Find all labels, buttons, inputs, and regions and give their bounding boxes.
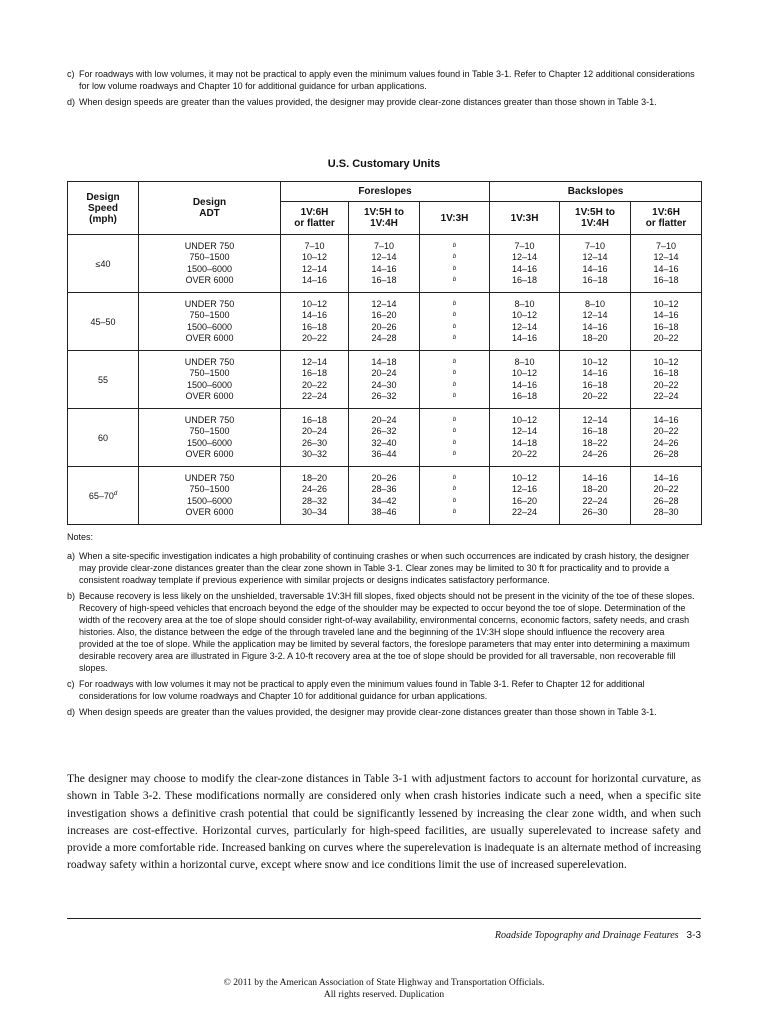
header-text: 1V:4H (370, 218, 398, 229)
clear-zone-value: 10–12 (512, 310, 538, 320)
clear-zone-value: 28–36 (371, 484, 397, 494)
clear-zone-value: 14–16 (582, 321, 608, 332)
header-design-adt (139, 182, 281, 235)
footnote-mark: b (452, 254, 457, 260)
clear-zone-value: 20–26 (371, 321, 397, 332)
clear-zone-value: 36–44 (371, 449, 397, 459)
clear-zone-value: 18–20 (301, 472, 328, 483)
adt-cell (139, 235, 281, 293)
clear-zone-value: 7–10 (514, 240, 535, 251)
footnote-mark: b (452, 335, 457, 341)
header-fore-1v6h (281, 202, 349, 235)
clear-zone-value: 20–24 (371, 368, 397, 378)
footnote-mark: b (452, 277, 457, 283)
clear-zone-value: 14–18 (371, 356, 397, 367)
clear-zone-value: 24–26 (653, 437, 679, 448)
note-label: b) (67, 591, 76, 601)
clear-zone-value: 38–46 (371, 507, 397, 517)
footnote-mark: b (452, 416, 457, 423)
clear-zone-value: 16–18 (653, 368, 679, 378)
footnote-mark: b (452, 428, 457, 434)
copyright-line-1: © 2011 by the American Association of State Highway and Transportation Officials. (223, 978, 545, 988)
running-title: Roadside Topography and Drainage Features (494, 930, 679, 941)
fore-1v3h-cell (420, 293, 490, 351)
adt-cell (139, 409, 281, 467)
clear-zone-value: 16–18 (512, 275, 538, 285)
header-design-speed (68, 182, 139, 235)
clear-zone-value: 30–34 (301, 507, 328, 517)
clear-zone-value: 14–16 (653, 310, 679, 320)
fore-1v6h-cell (281, 409, 349, 467)
clear-zone-value: 16–18 (371, 275, 397, 285)
header-fore-1v5h (349, 202, 420, 235)
clear-zone-value: 18–22 (582, 437, 608, 448)
clear-zone-value: 14–18 (512, 437, 538, 448)
back-1v6h-cell (631, 351, 702, 409)
clear-zone-value: 26–32 (371, 391, 397, 401)
design-speed-cell (68, 409, 139, 467)
clear-zone-value: 14–16 (301, 310, 328, 320)
design-speed-value: 60 (97, 432, 108, 443)
fore-1v3h-cell (420, 351, 490, 409)
fore-1v6h-cell (281, 293, 349, 351)
clear-zone-value: 20–22 (301, 379, 328, 390)
footnote-mark: b (452, 358, 457, 365)
clear-zone-table (67, 181, 702, 525)
back-1v5h-cell (560, 293, 631, 351)
clear-zone-value: 14–16 (653, 263, 679, 274)
footnote-mark: b (452, 370, 457, 376)
table-body (68, 235, 702, 525)
header-fore-1v3h (420, 202, 490, 235)
note-label: c) (67, 69, 75, 79)
clear-zone-value: 20–22 (653, 333, 679, 343)
design-speed-cell (68, 293, 139, 351)
clear-zone-value: 24–26 (582, 449, 608, 459)
adt-value: 750–1500 (189, 484, 230, 494)
back-1v3h-cell (490, 351, 560, 409)
table-row (68, 467, 702, 525)
copyright-line-2: All rights reserved. Duplication (323, 990, 445, 1000)
clear-zone-value: 7–10 (656, 240, 677, 251)
back-1v5h-cell (560, 467, 631, 525)
fore-1v5h-cell (349, 293, 420, 351)
clear-zone-value: 34–42 (371, 495, 397, 506)
page-number: 3-3 (686, 930, 701, 941)
footnote-mark: b (452, 474, 457, 481)
design-speed-value: 65–70 (88, 490, 114, 501)
clear-zone-value: 18–20 (582, 333, 608, 343)
clear-zone-value: 16–18 (301, 414, 328, 425)
footnote-mark: b (452, 393, 457, 399)
back-1v3h-cell (490, 235, 560, 293)
design-speed-value: ≤40 (95, 258, 111, 269)
adt-value: 750–1500 (189, 368, 230, 378)
table-title: U.S. Customary Units (327, 158, 441, 170)
back-1v3h-cell (490, 467, 560, 525)
clear-zone-value: 12–14 (582, 252, 608, 262)
clear-zone-value: 7–10 (304, 240, 325, 251)
clear-zone-value: 28–32 (301, 495, 328, 506)
footnote-mark: b (452, 312, 457, 318)
adt-value: UNDER 750 (184, 240, 235, 251)
back-1v6h-cell (631, 293, 702, 351)
note-d-top (67, 96, 701, 108)
body-paragraph: The designer may choose to modify the clear-zone distances in Table 3-1 with adjustment factors to account for horizontal curvature, as shown in Table 3-2. These modifications normally are considered only when crash histories indicate such a need, when a specific site investigation shows a definitive crash potential that could be significantly lessened by increasing the clear zone width, and when such increases are cost-effective. Horizontal curves, particularly for high-speed facilities, are usually superelevated to increase safety and provide a more comfortable ride. Increased banking on curves where the superelevation is inadequate is an alternate method of increasing roadway safety within a horizontal curve, except where snow and ice conditions limit the use of increased superelevation. (67, 773, 701, 872)
adt-value: 1500–6000 (186, 379, 233, 390)
clear-zone-value: 10–12 (582, 356, 608, 367)
clear-zone-value: 16–18 (582, 275, 608, 285)
clear-zone-value: 26–28 (653, 495, 679, 506)
header-text: 1V:3H (440, 212, 469, 224)
clear-zone-value: 18–20 (582, 484, 608, 494)
header-text: Design (192, 197, 227, 208)
clear-zone-value: 12–14 (512, 426, 538, 436)
header-text: (mph) (89, 213, 117, 225)
header-text: Design (86, 191, 120, 203)
header-text: or flatter (645, 218, 687, 229)
fore-1v5h-cell (349, 235, 420, 293)
adt-value: OVER 6000 (185, 275, 234, 285)
clear-zone-value: 26–32 (371, 426, 397, 436)
note-c (67, 678, 701, 702)
fore-1v3h-cell (420, 467, 490, 525)
adt-cell (139, 293, 281, 351)
clear-zone-value: 10–12 (512, 472, 538, 483)
clear-zone-value: 10–12 (301, 252, 328, 262)
adt-value: UNDER 750 (184, 298, 235, 309)
clear-zone-value: 12–14 (653, 252, 679, 262)
note-text: When a site-specific investigation indicates a high probability of continuing crashes or when such occurrences are indicated by crash history, the designer may provide clear-zone distances greater than the clear zone shown in Table 3-1. Clear zones may be limited to 30 ft for practicality and to provide a consistent roadway template if previous experience with similar projects or designs indicates satisfactory performance. (79, 551, 690, 585)
clear-zone-value: 16–18 (582, 379, 608, 390)
clear-zone-value: 22–24 (653, 391, 679, 401)
header-text: 1V:5H to (575, 207, 616, 218)
footnote-mark: b (452, 300, 457, 307)
clear-zone-value: 32–40 (371, 437, 397, 448)
footnote-mark: b (452, 509, 457, 515)
clear-zone-value: 10–12 (512, 414, 538, 425)
clear-zone-value: 12–14 (371, 298, 397, 309)
clear-zone-value: 12–14 (582, 414, 608, 425)
clear-zone-value: 10–12 (653, 356, 679, 367)
clear-zone-value: 14–16 (582, 368, 608, 378)
footer-divider (67, 918, 701, 919)
footnote-mark: b (452, 486, 457, 492)
clear-zone-value: 16–18 (301, 321, 328, 332)
clear-zone-value: 16–18 (653, 275, 679, 285)
footnote-mark: d (113, 490, 118, 497)
table-row (68, 235, 702, 293)
adt-value: UNDER 750 (184, 472, 235, 483)
clear-zone-value: 12–14 (512, 252, 538, 262)
back-1v5h-cell (560, 409, 631, 467)
clear-zone-value: 24–26 (301, 484, 328, 494)
table-row (68, 293, 702, 351)
table-notes (67, 550, 701, 722)
fore-1v3h-cell (420, 235, 490, 293)
adt-value: OVER 6000 (185, 449, 234, 459)
back-1v5h-cell (560, 351, 631, 409)
header-text: 1V:3H (510, 212, 539, 224)
clear-zone-value: 24–30 (371, 379, 397, 390)
note-text: When design speeds are greater than the values provided, the designer may provide clear-zone distances greater than those shown in Table 3-1. (79, 97, 657, 107)
clear-zone-value: 14–16 (301, 275, 328, 285)
footnote-mark: b (452, 381, 457, 388)
fore-1v5h-cell (349, 351, 420, 409)
header-back-1v3h (490, 202, 560, 235)
note-text: When design speeds are greater than the values provided, the designer may provide clear-zone distances greater than those shown in Table 3-1. (79, 707, 657, 717)
clear-zone-value: 8–10 (585, 298, 606, 309)
clear-zone-value: 14–16 (512, 333, 538, 343)
clear-zone-value: 12–14 (301, 356, 328, 367)
clear-zone-value: 20–22 (653, 426, 679, 436)
header-text: 1V:6H (652, 207, 680, 218)
clear-zone-value: 20–22 (653, 484, 679, 494)
adt-value: 1500–6000 (186, 437, 233, 448)
clear-zone-value: 20–22 (301, 333, 328, 343)
note-text: For roadways with low volumes, it may not be practical to apply even the minimum values found in Table 3-1. Refer to Chapter 12 additional considerations for low volume roadways and Chapter 10 for additional guidance for urban applications. (79, 69, 695, 91)
clear-zone-value: 20–22 (653, 379, 679, 390)
design-speed-value: 55 (97, 374, 108, 385)
adt-cell (139, 351, 281, 409)
clear-zone-value: 22–24 (582, 495, 608, 506)
clear-zone-value: 26–30 (301, 437, 328, 448)
note-c-top (67, 68, 701, 92)
header-text: ADT (199, 208, 220, 219)
design-speed-cell (68, 467, 139, 525)
note-label: d) (67, 707, 76, 717)
back-1v3h-cell (490, 409, 560, 467)
fore-1v6h-cell (281, 467, 349, 525)
adt-value: OVER 6000 (185, 333, 234, 343)
header-back-1v5h (560, 202, 631, 235)
footnote-mark: b (452, 265, 457, 272)
footnote-mark: b (452, 497, 457, 504)
footnote-mark: b (452, 323, 457, 330)
header-text: 1V:5H to (363, 207, 404, 218)
back-1v6h-cell (631, 235, 702, 293)
clear-zone-value: 16–18 (582, 426, 608, 436)
back-1v5h-cell (560, 235, 631, 293)
clear-zone-value: 8–10 (514, 356, 535, 367)
adt-value: 750–1500 (189, 426, 230, 436)
note-label: a) (67, 551, 76, 561)
clear-zone-value: 28–30 (653, 507, 679, 517)
clear-zone-value: 20–24 (301, 426, 328, 436)
running-footer (495, 930, 701, 941)
note-label: c) (67, 679, 75, 689)
clear-zone-value: 14–16 (512, 263, 538, 274)
adt-value: OVER 6000 (185, 391, 234, 401)
note-d (67, 706, 701, 718)
adt-cell (139, 467, 281, 525)
clear-zone-value: 14–16 (582, 472, 608, 483)
clear-zone-value: 14–16 (512, 379, 538, 390)
clear-zone-value: 26–28 (653, 449, 679, 459)
clear-zone-value: 14–16 (582, 263, 608, 274)
clear-zone-value: 14–16 (653, 414, 679, 425)
clear-zone-value: 16–18 (301, 368, 328, 378)
note-text: For roadways with low volumes it may not be practical to apply even the minimum values found in Table 3-1. Refer to Chapter 12 for additional considerations for low volume roadways and Chapter 10 for additional guidance for urban applications. (79, 679, 645, 701)
clear-zone-value: 8–10 (514, 298, 535, 309)
adt-value: UNDER 750 (184, 356, 235, 367)
note-a (67, 550, 701, 586)
table-row (68, 409, 702, 467)
adt-value: 750–1500 (189, 310, 230, 320)
clear-zone-value: 12–14 (512, 321, 538, 332)
notes-heading: Notes: (67, 532, 94, 542)
fore-1v6h-cell (281, 235, 349, 293)
back-1v6h-cell (631, 409, 702, 467)
clear-zone-value: 12–16 (512, 484, 538, 494)
note-b (67, 590, 701, 674)
header-text: 1V:4H (581, 218, 609, 229)
footnote-mark: b (452, 451, 457, 457)
fore-1v5h-cell (349, 467, 420, 525)
table-row (68, 351, 702, 409)
design-speed-cell (68, 235, 139, 293)
back-1v3h-cell (490, 293, 560, 351)
header-backslopes: Backslopes (490, 182, 702, 202)
clear-zone-value: 12–14 (371, 252, 397, 262)
clear-zone-value: 10–12 (301, 298, 328, 309)
clear-zone-value: 20–24 (371, 414, 397, 425)
clear-zone-value: 26–30 (582, 507, 608, 517)
adt-value: 750–1500 (189, 252, 230, 262)
copyright-notice (0, 977, 768, 1001)
clear-zone-value: 10–12 (512, 368, 538, 378)
footnote-mark: b (452, 242, 457, 249)
clear-zone-value: 16–18 (653, 321, 679, 332)
clear-zone-value: 24–28 (371, 333, 397, 343)
clear-zone-value: 20–22 (512, 449, 538, 459)
header-back-1v6h (631, 202, 702, 235)
adt-value: OVER 6000 (185, 507, 234, 517)
design-speed-cell (68, 351, 139, 409)
header-text: 1V:6H (300, 207, 329, 218)
top-notes (67, 68, 701, 112)
clear-zone-value: 20–22 (582, 391, 608, 401)
clear-zone-value: 7–10 (373, 240, 395, 251)
clear-zone-value: 16–20 (371, 310, 397, 320)
fore-1v5h-cell (349, 409, 420, 467)
clear-zone-value: 14–16 (371, 263, 397, 274)
clear-zone-value: 22–24 (512, 507, 538, 517)
clear-zone-value: 30–32 (301, 449, 328, 459)
design-speed-value: 45–50 (90, 316, 116, 327)
back-1v6h-cell (631, 467, 702, 525)
adt-value: 1500–6000 (186, 495, 233, 506)
clear-zone-value: 7–10 (585, 240, 606, 251)
adt-value: UNDER 750 (184, 414, 235, 425)
clear-zone-value: 12–14 (301, 263, 328, 274)
clear-zone-value: 12–14 (582, 310, 608, 320)
fore-1v6h-cell (281, 351, 349, 409)
adt-value: 1500–6000 (186, 263, 233, 274)
header-text: Speed (87, 202, 118, 214)
clear-zone-value: 10–12 (653, 298, 679, 309)
clear-zone-value: 14–16 (653, 472, 679, 483)
note-label: d) (67, 97, 76, 107)
header-text: or flatter (294, 218, 335, 229)
note-text: Because recovery is less likely on the unshielded, traversable 1V:3H fill slopes, fixed objects should not be present in the vicinity of the toe of these slopes. Recovery of high-speed vehicles that encroach beyond the edge of the shoulder may be expected to occur beyond the toe of slope. Determination of the width of the recovery area at the toe of slope should consider right-of-way availability, environmental concerns, economic factors, safety needs, and crash histories. Also, the distance between the edge of the through traveled lane and the beginning of the 1V:3H slope should influence the recovery area provided at the toe of slope. While the application may be limited by several factors, the foreslope parameters that may enter into determining a maximum desirable recovery area are illustrated in Figure 3-2. A 10-ft recovery area at the toe of slope should be provided for all traversable, non recoverable fill slopes. (79, 591, 695, 673)
adt-value: 1500–6000 (186, 321, 233, 332)
header-foreslopes: Foreslopes (281, 182, 490, 202)
clear-zone-value: 22–24 (301, 391, 328, 401)
fore-1v3h-cell (420, 409, 490, 467)
footnote-mark: b (452, 439, 457, 446)
clear-zone-value: 16–20 (512, 495, 538, 506)
clear-zone-value: 16–18 (512, 391, 538, 401)
clear-zone-value: 20–26 (371, 472, 397, 483)
